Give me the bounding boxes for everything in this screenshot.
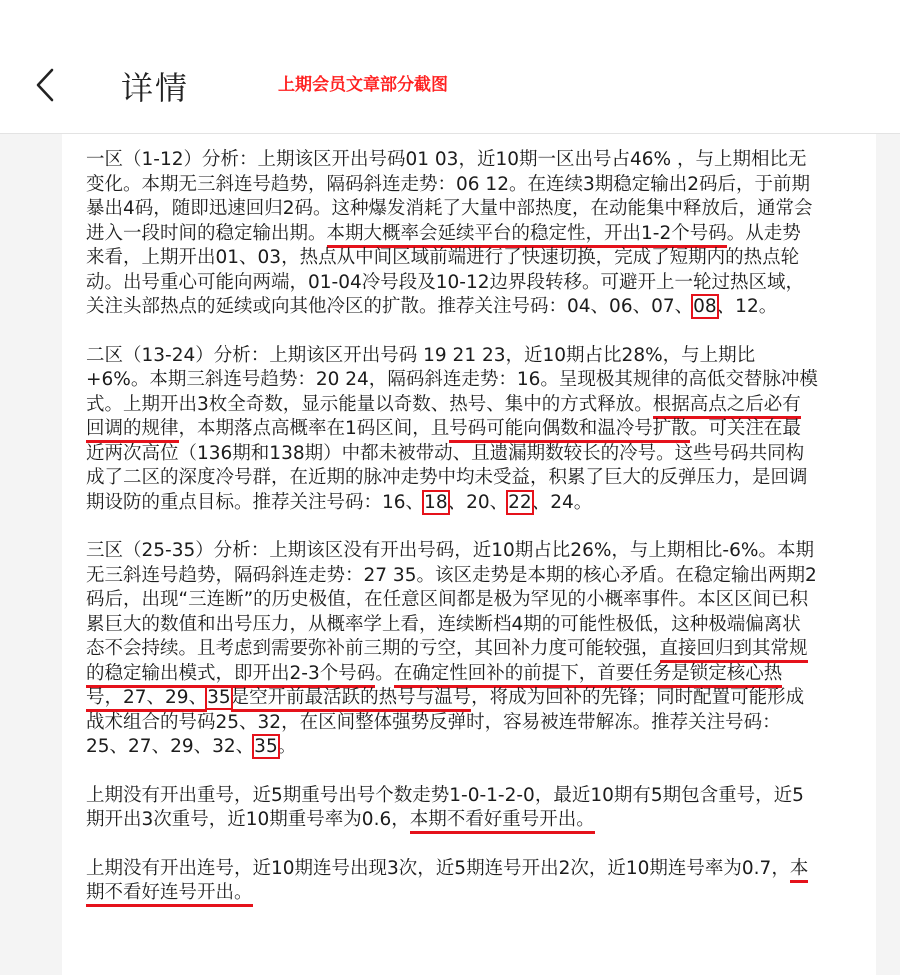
- article-card: [62, 134, 876, 975]
- screenshot-note: 上期会员文章部分截图: [278, 75, 448, 95]
- back-button[interactable]: [22, 60, 72, 110]
- repeat-number-paragraph: [86, 784, 818, 833]
- text: 、20、: [447, 491, 509, 513]
- highlight-underline: 本期不看好重号开出。: [410, 809, 595, 834]
- highlight-underline: 本期不看好连号开出。: [86, 858, 808, 908]
- text: 三区（25-35）分析：上期该区没有开出号码，近10期占比26%，与上期相比-6%。本期无三斜连号趋势，隔码斜连走势：27 35。该区走势是本期的核心矛盾。在稳定输出两期2码后，出现“三连断”的历史极值，在任意区间都是极为罕见的小概率事件。本区区间已积累巨大的数值和出号压力，从概率学上看，连续断档4期的可能性极低，这种极端偏离状态不会持续。且考虑到需要弥补前三期的亏空，其回补力度可能较强，: [86, 540, 817, 659]
- article-body: [86, 148, 818, 930]
- highlight-underline: 号码可能向偶数和温冷号扩散: [449, 418, 690, 443]
- highlight-underline: 是空开前最活跃的热号与温号: [231, 687, 472, 712]
- text: 。可关注在最近两次高位（136期和138期）中都未被带动、且遗漏期数较长的冷号。这些号码共同构成了二区的深度冷号群，在近期的脉冲走势中均未受益，积累了巨大的反弹压力，是回调期设防的重点目标。推荐关注号码：16、: [86, 418, 808, 513]
- boxed-number: 08: [693, 296, 717, 317]
- text: 、12。: [716, 296, 778, 317]
- highlight-underline: 根据高点之后必有回调的规律: [86, 394, 801, 444]
- consecutive-number-paragraph: [86, 857, 818, 906]
- text: 上期没有开出连号，近10期连号出现3次，近5期连号开出2次，近10期连号率为0.7，: [86, 857, 790, 879]
- text: 。: [375, 662, 394, 684]
- boxed-number: 35: [207, 687, 231, 708]
- text: ，本期落点高概率在1码区间，且: [178, 418, 450, 439]
- text: ，将成为回补的先锋；同时配置可能形成战术组合的号码25、32，在区间整体强势反弹时，容易被连带解冻。推荐关注号码：25、27、29、32、: [86, 687, 805, 757]
- text: 、24。: [531, 491, 593, 513]
- content-area: [0, 134, 900, 975]
- top-bar: [0, 0, 900, 134]
- text: 。从走势来看，上期开出01、03，热点从中间区域前端进行了快速切换，完成了短期内的热点轮动。出号重心可能向两端，01-04冷号段及10-12边界段转移。可避开上一轮过热区域，关注头部热点的延续或向其他冷区的扩散。推荐关注号码：04、06、07、: [86, 222, 805, 317]
- chevron-left-icon: [22, 60, 72, 110]
- highlight-underline: 在确定性回补的前提下，首要任务是锁定核心热号，27、29、: [86, 663, 782, 713]
- highlight-underline: 本期大概率会延续平台的稳定性，开出1-2个号码: [327, 223, 727, 248]
- text: 一区（1-12）分析：上期该区开出号码01 03，近10期一区出号占46% ，与上期相比无变化。本期无三斜连号趋势，隔码斜连走势：06 12。在连续3期稳定输出2码后，于前期暴出4码，随即迅速回归2码。这种爆发消耗了大量中部热度，在动能集中释放后，通常会进入一段时间的稳定输出期。: [86, 149, 813, 244]
- boxed-number: 18: [424, 491, 448, 513]
- boxed-number: 22: [508, 491, 532, 513]
- zone1-paragraph: [86, 148, 818, 320]
- boxed-number: 35: [254, 736, 278, 757]
- zone3-paragraph: [86, 539, 818, 760]
- text: 二区（13-24）分析：上期该区开出号码 19 21 23，近10期占比28%，与上期比+6%。本期三斜连号趋势：20 24，隔码斜连走势：16。呈现极其规律的高低交替脉冲模式。上期开出3枚全奇数，显示能量以奇数、热号、集中的方式释放。: [86, 344, 818, 415]
- highlight-underline: 直接回归到其常规的稳定输出模式，即开出2-3个号码: [86, 638, 808, 688]
- text: 上期没有开出重号，近5期重号出号个数走势1-0-1-2-0，最近10期有5期包含重号，近5期开出3次重号，近10期重号率为0.6，: [86, 784, 804, 830]
- page-title: 详情: [121, 69, 190, 107]
- zone2-paragraph: [86, 344, 818, 516]
- text: 。: [277, 736, 297, 757]
